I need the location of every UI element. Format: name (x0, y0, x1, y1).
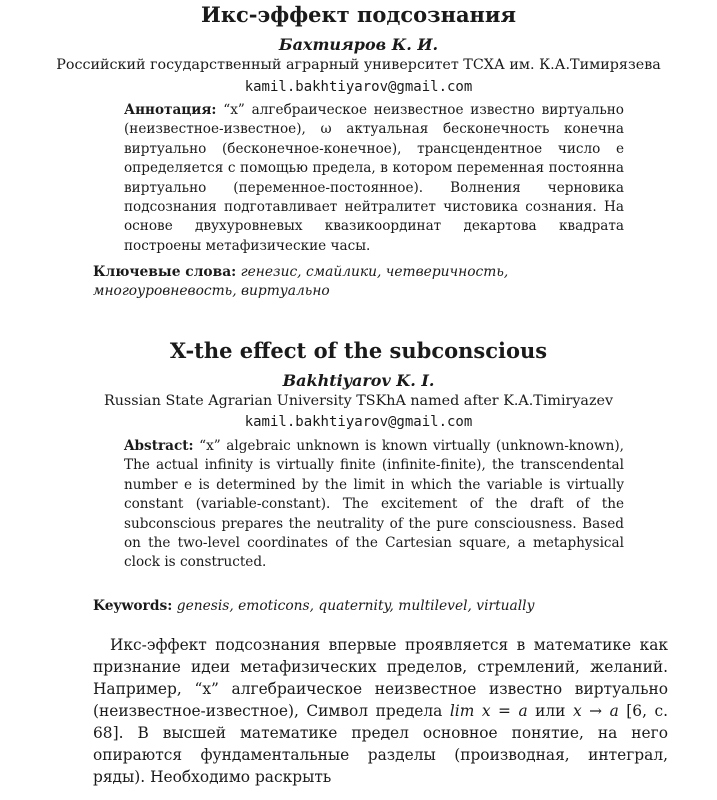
en-email: kamil.bakhtiyarov@gmail.com (244, 414, 473, 430)
en-keywords-values: genesis, emoticons, quaternity, multilevel, virtually (176, 598, 535, 614)
en-affiliation: Russian State Agrarian University TSKhA named after K.A.Timiryazev (103, 393, 614, 409)
ru-abstract (124, 101, 624, 256)
body-part-3: [6, с. 68]. В высшей математике предел основное понятие, на него опираются фундаментальные разделы (производная, интеграл, ряды). Необходимо раскрыть (93, 702, 668, 786)
ru-abstract-text: “x” алгебраическое неизвестное известно виртуально (неизвестное-известное), ω актуальная бесконечность конечна виртуально (бесконечное-конечное), трансцендентное число e определяется с помощью предела, в котором переменная постоянна виртуально (переменное-постоянное). Волнения черновика подсознания подготавливает нейтралитет чистовика сознания. На основе двухуровневых квазикоординат декартова квадрата построены метафизические часы. (124, 102, 624, 254)
en-abstract-label: Abstract: (124, 438, 194, 454)
ru-keywords (93, 263, 653, 301)
body-part-2: или (527, 702, 573, 720)
ru-email: kamil.bakhtiyarov@gmail.com (244, 79, 473, 95)
en-abstract-text: “x” algebraic unknown is known virtually (unknown-known), The actual infinity is virtually finite (infinite-finite), the transcendental number e is determined by the limit in which the variable is virtually constant (variable-constant). The excitement of the draft of the subconscious prepares the neutrality of the pure consciousness. Based on the two-level coordinates of the Cartesian square, a metaphysical clock is constructed. (124, 438, 625, 571)
limit-formula: lim x = a (449, 702, 528, 720)
en-author: Bakhtiyarov K. I. (282, 371, 435, 390)
en-keywords-label: Keywords: (93, 598, 173, 614)
body-part-1: Икс-эффект подсознания впервые проявляется в математике как признание идеи метафизических пределов, стремлений, желаний. Например, “x” алгебраическое неизвестное известно виртуально (неизвестное-известное), Символ предела (93, 636, 668, 720)
ru-abstract-label: Аннотация: (124, 102, 217, 118)
en-abstract (124, 437, 624, 573)
ru-affiliation: Российский государственный аграрный университет ТСХА им. К.А.Тимирязева (56, 57, 661, 73)
ru-keywords-label: Ключевые слова: (93, 264, 237, 280)
ru-author: Бахтияров К. И. (278, 35, 439, 54)
ru-keywords-values: генезис, смайлики, четверичность, многоуровневость, виртуально (93, 264, 509, 299)
body-paragraph (93, 634, 668, 788)
en-title: X-the effect of the subconscious (169, 338, 548, 363)
body-text (93, 634, 668, 788)
tends-formula: x → a (572, 702, 619, 720)
ru-title: Икс-эффект подсознания (200, 2, 517, 27)
en-keywords (93, 597, 653, 616)
